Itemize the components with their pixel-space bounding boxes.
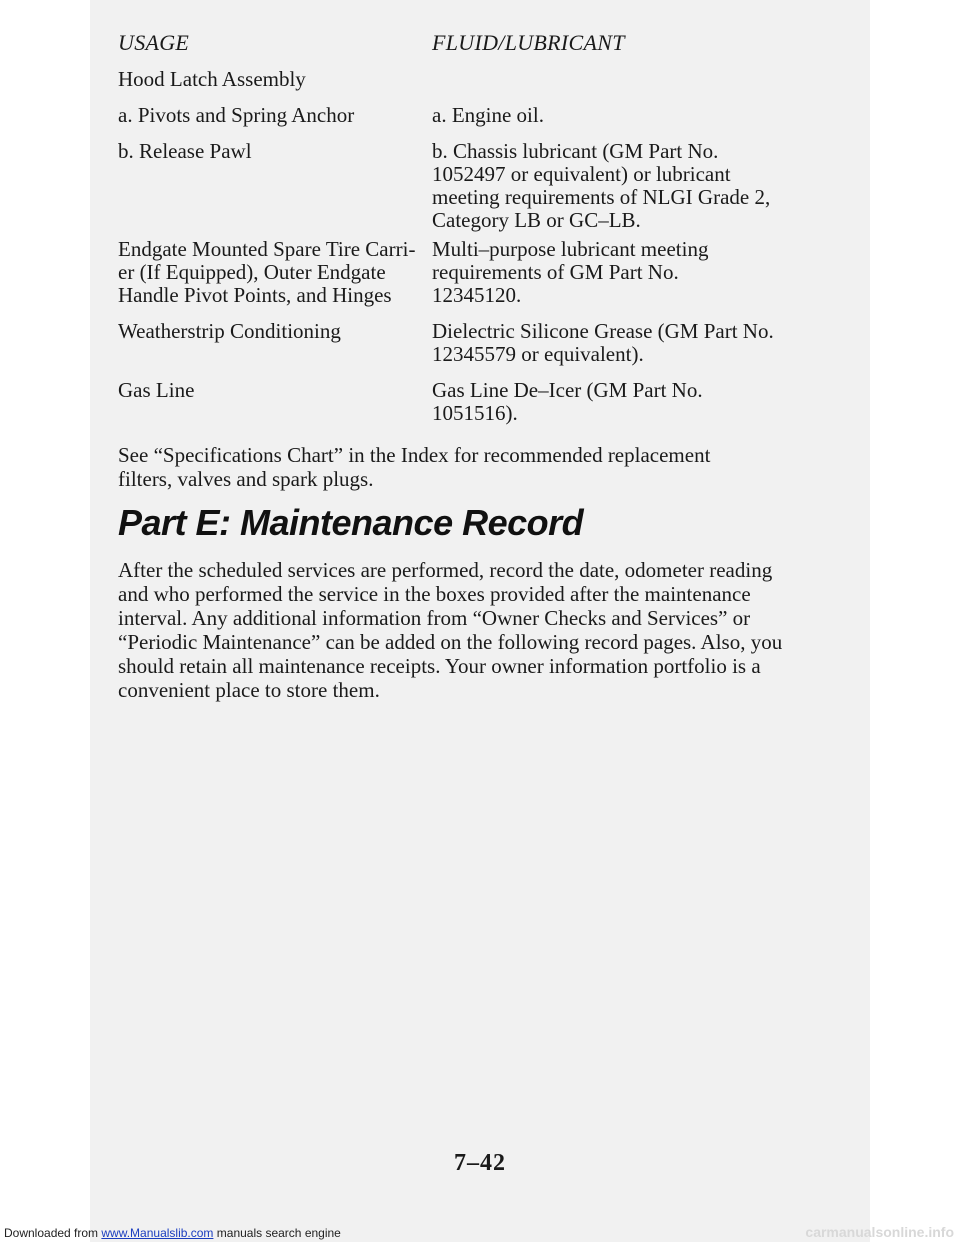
specifications-note: See “Specifications Chart” in the Index for recommended replacement filters, valves and spark plugs. bbox=[118, 443, 711, 491]
section-heading: Part E: Maintenance Record bbox=[118, 502, 584, 543]
usage-column-header: USAGE bbox=[118, 30, 190, 55]
fluid-cell-3: Multi–purpose lubricant meeting requirements of GM Part No. 12345120. bbox=[432, 237, 709, 307]
fluid-column-header: FLUID/LUBRICANT bbox=[432, 30, 625, 55]
usage-cell-2: b. Release Pawl bbox=[118, 139, 252, 163]
manualslib-link[interactable]: www.Manualslib.com bbox=[101, 1226, 214, 1240]
usage-cell-1: a. Pivots and Spring Anchor bbox=[118, 103, 355, 127]
section-body: After the scheduled services are performed, record the date, odometer reading and who performed the service in the boxes provided after the maintenance interval. Any additional information from “Owner Checks and Services” or “Periodic Maintenance” can be added on the following record pages. Also, you should retain all maintenance receipts. Your owner information portfolio is a convenient place to store them. bbox=[118, 558, 783, 702]
fluid-cell-5: Gas Line De–Icer (GM Part No. 1051516). bbox=[432, 378, 703, 425]
usage-cell-4: Weatherstrip Conditioning bbox=[118, 319, 341, 343]
footer-prefix: Downloaded from bbox=[4, 1226, 102, 1240]
footer-suffix: manuals search engine bbox=[213, 1226, 341, 1240]
usage-cell-3: Endgate Mounted Spare Tire Carri- er (If Equipped), Outer Endgate Handle Pivot Points, and Hinges bbox=[118, 237, 416, 307]
site-watermark: carmanualsonline.info bbox=[805, 1224, 954, 1240]
usage-cell-5: Gas Line bbox=[118, 378, 195, 402]
fluid-cell-1: a. Engine oil. bbox=[432, 103, 544, 127]
fluid-cell-2: b. Chassis lubricant (GM Part No. 1052497 or equivalent) or lubricant meeting requirements of NLGI Grade 2, Category LB or GC–LB. bbox=[432, 139, 771, 232]
page-number: 7–42 bbox=[454, 1150, 506, 1176]
fluid-cell-4: Dielectric Silicone Grease (GM Part No. 12345579 or equivalent). bbox=[432, 319, 774, 366]
download-footer bbox=[4, 1226, 341, 1240]
group-title: Hood Latch Assembly bbox=[118, 67, 306, 91]
